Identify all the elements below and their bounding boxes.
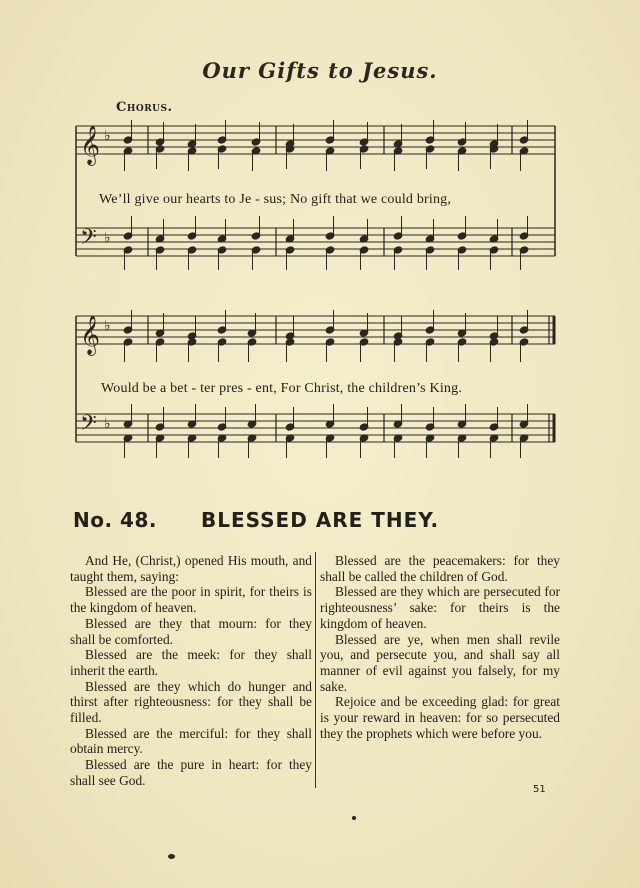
ink-spot: [168, 854, 175, 859]
chorus-label: Chorus.: [116, 100, 173, 115]
paragraph: Blessed are the merciful: for they shall obtain mercy.: [70, 725, 312, 757]
paragraph: Blessed are the poor in spirit, for theirs is the kingdom of heaven.: [70, 584, 312, 616]
paragraph: Blessed are they that mourn: for they shall be comforted.: [70, 615, 312, 647]
flat-sign-icon: ♭: [104, 128, 111, 144]
bass-clef-icon: 𝄢: [80, 225, 97, 255]
paragraph: Blessed are the meek: for they shall inherit the earth.: [70, 647, 312, 678]
treble-clef-icon: 𝄞: [80, 125, 101, 165]
column-divider: [315, 552, 316, 788]
beatitudes-right-column: [320, 553, 560, 741]
treble-clef-icon: 𝄞: [80, 315, 101, 355]
bass-clef-icon: 𝄢: [80, 411, 97, 441]
paragraph: Blessed are ye, when men shall revile you, and persecute you, and shall say all manner of evil against you falsely, for my sake.: [320, 631, 560, 694]
lyrics-line-2: Would be a bet - ter pres - ent, For Christ, the children’s King.: [101, 381, 463, 396]
paragraph: Blessed are they which are persecuted for righteousness’ sake: for theirs is the kingdom of heaven.: [320, 584, 560, 631]
beatitudes-left-column: [70, 553, 312, 789]
paragraph: Blessed are they which do hunger and thirst after righteousness: for they shall be filled.: [70, 678, 312, 726]
paragraph: Rejoice and be exceeding glad: for great is your reward in heaven: for so persecuted they the prophets which were before you.: [320, 694, 560, 741]
flat-sign-icon: ♭: [104, 416, 111, 432]
paragraph: Blessed are the pure in heart: for they shall see God.: [70, 757, 312, 788]
flat-sign-icon: ♭: [104, 230, 111, 246]
flat-sign-icon: ♭: [104, 318, 111, 334]
page-number: 51: [533, 784, 546, 795]
lyrics-line-1: We’ll give our hearts to Je - sus; No gift that we could bring,: [99, 192, 452, 207]
ink-spot: [352, 816, 356, 820]
hymn-number: No. 48.: [73, 508, 157, 532]
song-title: Our Gifts to Jesus.: [202, 58, 438, 83]
paragraph: And He, (Christ,) opened His mouth, and taught them, saying:: [70, 553, 312, 584]
hymn-title: BLESSED ARE THEY.: [201, 508, 440, 532]
paragraph: Blessed are the peacemakers: for they shall be called the children of God.: [320, 553, 560, 584]
